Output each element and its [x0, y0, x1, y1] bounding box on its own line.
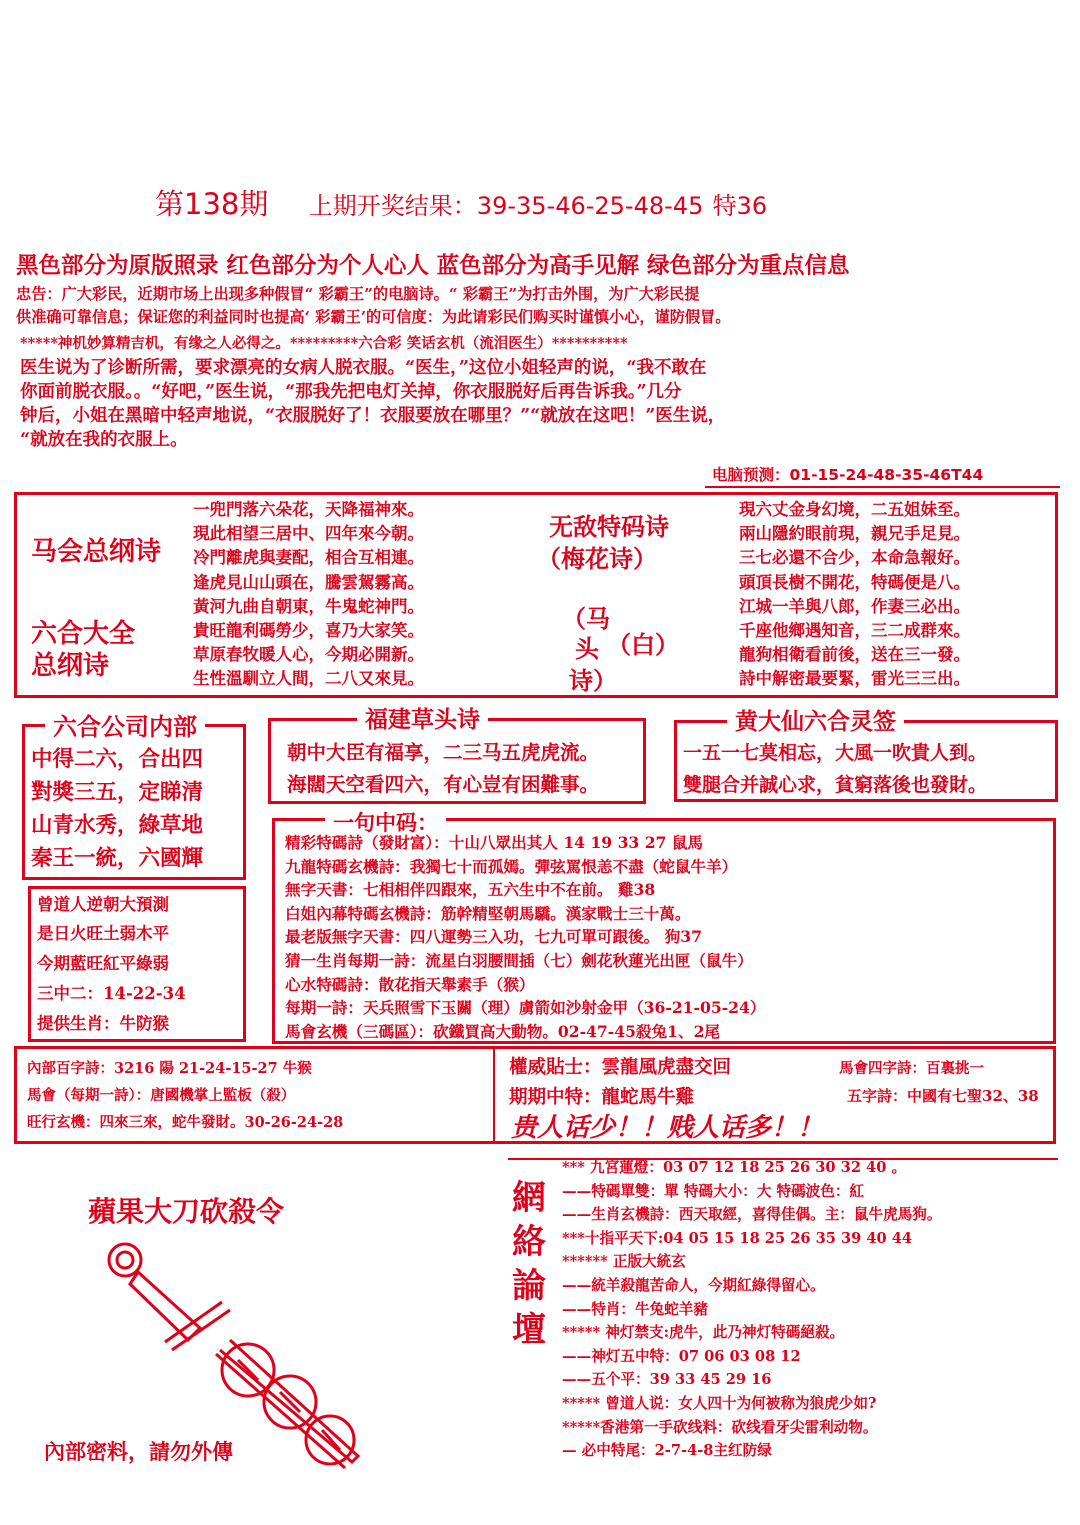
forum-line: ——生肖玄機詩：西天取經，喜得佳偶。主：鼠牛虎馬狗。 — [562, 1206, 942, 1224]
forum-line: *****香港第一手砍线料：砍线看牙尖雷利动物。 — [562, 1418, 878, 1436]
authority-four-char: 馬會四字詩：百裏挑一 — [839, 1060, 984, 1077]
joke-line: “就放在我的衣服上。 — [20, 430, 188, 450]
matou-white: （白） — [607, 630, 679, 659]
meihua-title: （梅花诗） — [537, 544, 657, 573]
joke-line: 医生说为了诊断所需，要求漂亮的女病人脱衣服。“医生，”这位小姐轻声的说，“我不敢在 — [20, 358, 707, 378]
legend-line: 黑色部分为原版照录 红色部分为个人心人 蓝色部分为高手见解 绿色部分为重点信息 — [16, 253, 850, 279]
issue-header — [155, 182, 767, 223]
divider — [705, 486, 1060, 488]
poem-line: 冷門離虎與妻配，相合互相連。 — [193, 548, 424, 568]
one-sentence-title: 一句中码： — [325, 807, 446, 837]
forum-side-char: 壇 — [512, 1310, 546, 1350]
poem-middle-lines — [193, 498, 424, 692]
forum-side-title — [512, 1176, 546, 1352]
apple-title: 蘋果大刀砍殺令 — [88, 1195, 285, 1228]
company-line: 中得二六，合出四 — [31, 747, 204, 772]
wong-line: 一五一七莫相忘，大風一吹貴人到。 — [683, 742, 988, 764]
forum-lines — [562, 1156, 941, 1463]
forum-line: ——特碼單雙：單 特碼大小：大 特碼波色：紅 — [562, 1182, 865, 1200]
one-sentence-lines — [285, 831, 765, 1043]
authority-line-1 — [509, 1053, 731, 1079]
daoist-line: 三中二：14-22-34 — [37, 984, 186, 1003]
one-sentence-line: 猜一生肖每期一詩：流星白羽腰間插（七）劍花秋蓮光出匣（鼠牛） — [285, 950, 753, 970]
company-line: 對獎三五，定睇清 — [31, 780, 204, 805]
poem-line: 黃河九曲自朝東，牛鬼蛇神門。 — [193, 596, 424, 616]
one-sentence-line: 九龍特碼玄機詩：我獨七十而孤嫣。彈弦罵恨恙不盡（蛇鼠牛羊） — [285, 856, 738, 876]
forum-side-char: 絡 — [512, 1222, 546, 1262]
poem-line: 江城一羊與八郎，作妻三必出。 — [739, 596, 970, 616]
daoist-line: 今期藍旺紅平綠弱 — [37, 954, 169, 973]
company-line: 秦王一統，六國輝 — [31, 846, 204, 871]
notice-line: 忠告：广大彩民，近期市场上出现多种假冒“ 彩霸王”的电脑诗。“ 彩霸王”为打击外围，为广大彩民提 — [16, 285, 700, 303]
inner-line: 內部百字詩：3216 陽 21-24-15-27 牛猴 — [27, 1060, 312, 1077]
one-sentence-line: 白姐內幕特碼玄機詩：筋幹精堅朝馬驕。漢家戰士三十萬。 — [285, 903, 691, 923]
wong-title: 黄大仙六合灵签 — [727, 703, 904, 736]
apple-footer: 內部密料，請勿外傳 — [44, 1439, 233, 1464]
daoist-line: 是日火旺土弱木平 — [37, 924, 169, 943]
poem-right-lines — [739, 498, 970, 692]
one-sentence-line: 心水特碼詩：散花指天舉素手（猴） — [285, 974, 535, 994]
company-title: 六合公司内部 — [45, 707, 205, 742]
poem-line: 現此相望三居中、四年來今朝。 — [193, 524, 424, 544]
inner-lines — [27, 1055, 343, 1136]
matou-mid: 头 — [575, 634, 599, 663]
forum-line: ****** 正版大統玄 — [562, 1253, 686, 1271]
inner-line: 馬會（每期一詩）：唐國機掌上監板（殺） — [27, 1087, 296, 1104]
last-result-numbers: 39-35-46-25-48-45 — [476, 192, 704, 220]
poem-line: 逢虎見山山頭在，騰雲駕霧高。 — [193, 572, 424, 592]
company-box — [22, 712, 246, 880]
inner-box — [14, 1046, 1056, 1144]
forum-line: ——特肖：牛兔蛇羊豬 — [562, 1300, 708, 1318]
forum-side-char: 論 — [512, 1266, 546, 1306]
one-sentence-line: 精彩特碼詩（發財富）：十山八眾出其人 14 19 33 27 鼠馬 — [285, 833, 704, 852]
poem-line: 生性溫馴立人間，二八又來見。 — [193, 669, 424, 689]
last-result-label: 上期开奖结果： — [308, 192, 477, 220]
poem-box — [14, 492, 1058, 698]
poem-title-liuhe: 六合大全 — [31, 619, 136, 649]
slogan: 贵人话少！！贱人话多！！ — [511, 1113, 824, 1143]
wong-box — [674, 708, 1058, 802]
company-lines — [31, 743, 203, 875]
poem-line: 一兜門落六朵花，天降福神來。 — [193, 500, 424, 519]
poem-line: 千座他鄉遇知音，三二成群來。 — [739, 621, 970, 641]
wong-lines — [683, 737, 987, 801]
inner-line: 旺行玄機：四來三來，蛇牛發財。30-26-24-28 — [27, 1114, 344, 1131]
forum-line: ***十指平天下:04 05 15 18 25 26 35 39 40 44 — [562, 1229, 913, 1247]
notice-line: 供准确可靠信息；保证您的利益同时也提高‘ 彩霸王’的可信度：为此请彩民们购买时谨慎小心，谨防假冒。 — [16, 308, 731, 326]
matou-open: （马 — [562, 604, 610, 633]
forum-line: — 必中特尾：2-7-4-8主红防绿 — [562, 1442, 772, 1460]
one-sentence-line: 無字天書：七相相伴四跟來，五六生中不在前。 雞38 — [285, 880, 656, 900]
poem-line: 兩山隱約眼前現，親兄手足見。 — [739, 524, 970, 544]
fujian-lines — [287, 737, 599, 801]
notice-block — [16, 283, 731, 329]
daoist-box — [28, 886, 246, 1042]
poem-line: 現六丈金身幻境，二五姐妹至。 — [739, 500, 970, 519]
one-sentence-box — [272, 810, 1056, 1044]
authority-divider — [493, 1046, 495, 1144]
forum-side-char: 網 — [512, 1178, 546, 1218]
special-number: 特36 — [712, 192, 768, 220]
poem-line: 三七必還不合少，本命急報好。 — [739, 548, 970, 568]
poem-line: 貴旺龍利碼勞少，喜乃大家笑。 — [193, 621, 424, 641]
poem-line: 頭頂長樹不開花，特碼便是八。 — [739, 572, 970, 592]
authority-line-2: 期期中特：龍蛇馬牛雞 — [509, 1087, 695, 1108]
forum-line: ***** 曾道人说：女人四十为何被称为狼虎少如? — [562, 1394, 877, 1412]
authority-tip: 權威貼士：雲龍風虎盡交回 — [509, 1057, 732, 1078]
joke-block — [20, 332, 725, 452]
fujian-line: 海闊天空看四六，有心豈有困難事。 — [287, 773, 600, 796]
matou-close: 诗） — [569, 666, 617, 695]
wudi-title: 无敌特码诗 — [549, 512, 669, 541]
poem-line: 龍狗相衛看前後，送在三一發。 — [739, 645, 970, 665]
forum-line: ——五个平：39 33 45 29 16 — [562, 1371, 772, 1389]
daoist-lines — [37, 919, 186, 1039]
forum-line: *** 九宮蓮燈：03 07 12 18 25 26 30 32 40 。 — [562, 1159, 907, 1176]
fujian-title: 福建草头诗 — [357, 701, 488, 734]
daoist-title: 曾道人逆朝大預測 — [37, 895, 169, 914]
one-sentence-line: 每期一詩：天兵照雪下玉關（理）虜箭如沙射金甲（36-21-05-24） — [285, 998, 766, 1018]
one-sentence-line: 最老版無字天書：四八運勢三入功，七九可單可跟後。 狗37 — [285, 927, 702, 947]
poem-title-mahui: 马会总纲诗 — [31, 537, 162, 567]
joke-line: 钟后，小姐在黑暗中轻声地说，“衣服脱好了！衣服要放在哪里？”“就放在这吧！”医生说， — [20, 406, 726, 426]
joke-line: 你面前脱衣服。。“好吧，”医生说，“那我先把电灯关掉，你衣服脱好后再告诉我。”几分 — [20, 382, 682, 402]
poem-title-liuhe-sub: 总纲诗 — [31, 651, 110, 681]
fujian-box — [268, 706, 646, 804]
poem-line: 詩中解密最要緊，雷光三三出。 — [739, 669, 970, 689]
company-line: 山青水秀，綠草地 — [31, 813, 204, 838]
forum-line: ***** 神灯禁支:虎牛，此乃神灯特碼絕殺。 — [562, 1324, 845, 1342]
forum-line: ——統羊殺龍苦命人，今期紅綠得留心。 — [562, 1276, 825, 1294]
fujian-line: 朝中大臣有福享，二三马五虎虎流。 — [287, 741, 600, 764]
issue-number: 第138期 — [155, 187, 269, 221]
one-sentence-line: 馬會玄機（三碼區）：砍鐵買高大動物。02-47-45殺兔1、2尾 — [285, 1021, 721, 1041]
poem-line: 草原春牧暖人心，今期必開新。 — [193, 645, 424, 665]
authority-five-char: 五字詩：中國有七聖32、38 — [847, 1087, 1039, 1105]
computer-prediction: 电脑预测：01-15-24-48-35-46T44 — [712, 466, 984, 484]
joke-title: *****神机妙算精吉机，有缘之人必得之。*********六合彩 笑话玄机（流泪医生）********** — [20, 335, 628, 352]
wong-line: 雙腿合并誠心求，貧窮落後也發財。 — [683, 774, 988, 796]
daoist-line: 提供生肖：牛防猴 — [37, 1014, 169, 1033]
forum-line: ——神灯五中特：07 06 03 08 12 — [562, 1347, 801, 1365]
